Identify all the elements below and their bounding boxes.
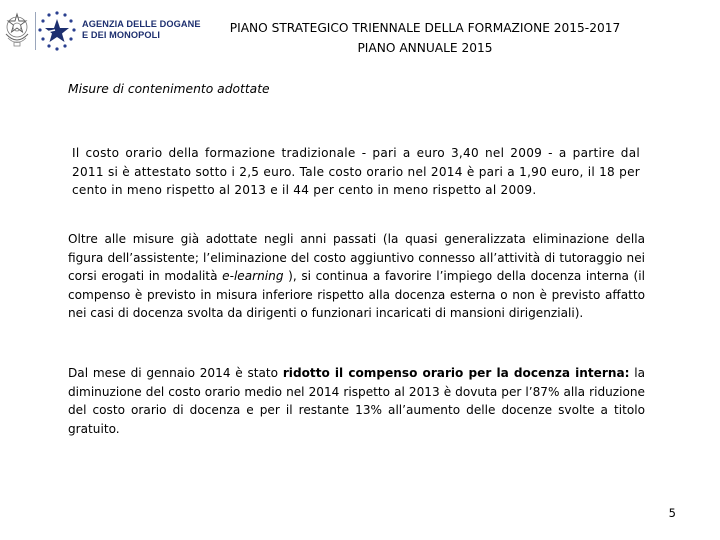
paragraph-reduction	[68, 364, 645, 438]
document-header	[205, 18, 645, 58]
paragraph-measures-text-1: Oltre alle misure già adottate negli anni passati (la quasi generalizzata eliminazione della figura dell’assistente; l’eliminazione del costo aggiuntivo connesso all’attività di tutoraggio nei corsi erogati in modalità	[68, 232, 645, 283]
paragraph-hourly-cost: Il costo orario della formazione tradizionale - pari a euro 3,40 nel 2009 - a partire dal 2011 si è attestato sotto i 2,5 euro. Tale costo orario nel 2014 è pari a 1,90 euro, il 18 per cento in meno rispetto al 2013 e il 44 per cento in meno rispetto al 2009.	[72, 146, 640, 197]
agency-star-logo-icon	[36, 10, 78, 52]
paragraph-reduction-text-2: la diminuzione del costo orario medio nel 2014 rispetto al 2013 è dovuta per l’87% alla riduzione del costo orario di docenza e per il restante 13% all’aumento delle docenze svolte a titolo gratuito.	[68, 366, 645, 436]
paragraph-measures-text-2: ), si continua a favorire l’impiego della docenza interna (il compenso è previsto in misura inferiore rispetto alla docenza esterna o non è previsto affatto nei casi di docenza svolta da dirigenti o funzionari incaricati di mansioni dirigenziali).	[68, 269, 645, 320]
italian-republic-emblem-icon	[2, 12, 32, 48]
paragraph-reduction-text-1: Dal mese di gennaio 2014 è stato	[68, 366, 283, 380]
section-heading: Misure di contenimento adottate	[68, 82, 270, 96]
page-number: 5	[668, 506, 676, 520]
document-title: PIANO STRATEGICO TRIENNALE DELLA FORMAZIONE 2015-2017	[229, 21, 621, 35]
organization-name: AGENZIA DELLE DOGANE E DEI MONOPOLI	[82, 19, 201, 40]
paragraph-reduction-bold: ridotto il compenso orario per la docenza interna:	[282, 366, 630, 380]
paragraph-measures-italic: e-learning	[222, 269, 284, 283]
paragraph-measures	[68, 230, 645, 323]
document-subtitle: PIANO ANNUALE 2015	[357, 41, 493, 55]
